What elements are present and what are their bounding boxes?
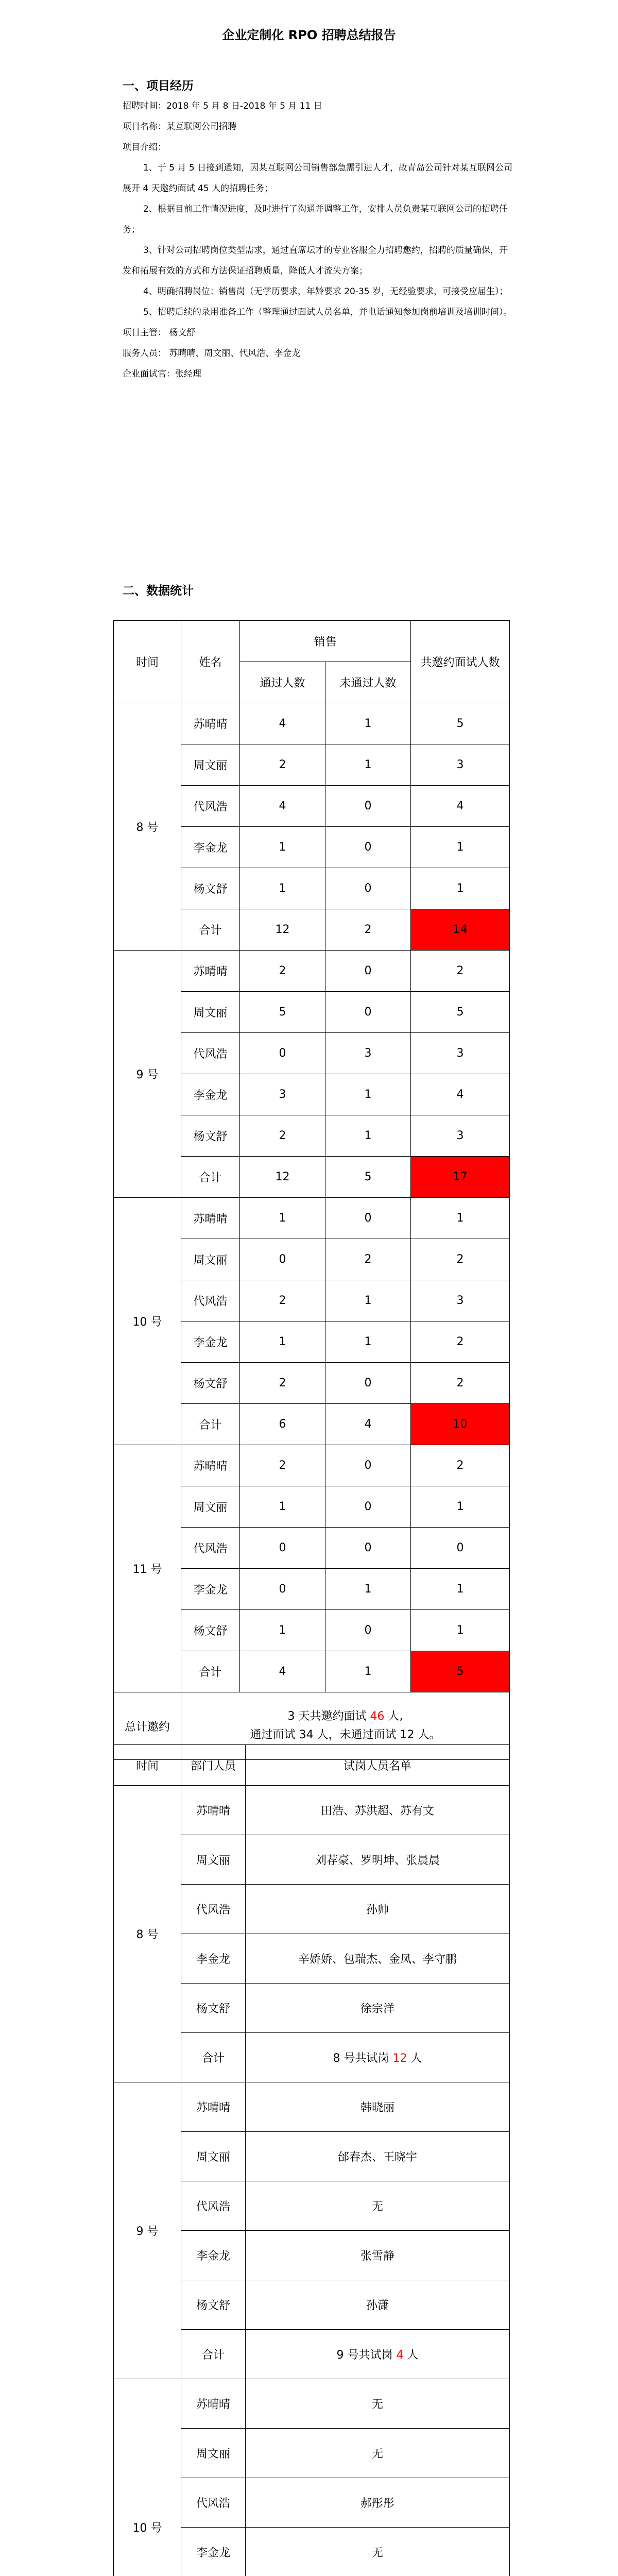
sum-not-passed: 5: [325, 1157, 411, 1198]
invited-total: 3: [411, 1115, 510, 1157]
trial-row: [114, 2082, 510, 2132]
not-passed-count: 0: [325, 786, 411, 827]
trial-body: [114, 1786, 510, 2576]
not-passed-count: 0: [325, 827, 411, 868]
invited-total: 1: [411, 868, 510, 909]
staff-name: 周文丽: [181, 1239, 240, 1280]
passed-count: 2: [240, 1280, 325, 1321]
trial-header-dept: 部门人员: [181, 1745, 246, 1786]
trial-names: 徐宗洋: [246, 1984, 510, 2033]
trial-table: [113, 1744, 510, 2576]
passed-count: 4: [240, 703, 325, 744]
staff-name: 代风浩: [181, 1033, 240, 1074]
passed-count: 1: [240, 827, 325, 868]
not-passed-count: 0: [325, 992, 411, 1033]
header-total: 共邀约面试人数: [411, 621, 510, 703]
trial-header-time: 时间: [114, 1745, 181, 1786]
sum-label: 合计: [181, 1157, 240, 1198]
staff-name: 李金龙: [181, 2528, 246, 2576]
sum-not-passed: 4: [325, 1404, 411, 1445]
sum-total: 5: [411, 1651, 510, 1692]
invited-total: 3: [411, 1280, 510, 1321]
trial-sum-text: [246, 2033, 510, 2082]
staff-name: 代风浩: [181, 786, 240, 827]
staff-name: 李金龙: [181, 827, 240, 868]
staff-name: 杨文舒: [181, 1610, 240, 1651]
staff-name: 杨文舒: [181, 1363, 240, 1404]
intro-item: 3、针对公司招聘岗位类型需求，通过直席坛才的专业客服全力招聘邀约，招聘的质量确保，开发和拓展有效的方式和方法保证招聘质量，降低人才流失方案；: [123, 245, 508, 276]
not-passed-count: 0: [325, 868, 411, 909]
trial-sum-post: 人: [403, 2349, 419, 2362]
staff-name: 李金龙: [181, 1074, 240, 1115]
not-passed-count: 1: [325, 1074, 411, 1115]
trial-names: 张雪静: [246, 2231, 510, 2280]
invited-total: 5: [411, 992, 510, 1033]
passed-count: 1: [240, 1486, 325, 1528]
not-passed-count: 1: [325, 1280, 411, 1321]
passed-count: 1: [240, 1198, 325, 1239]
passed-count: 0: [240, 1239, 325, 1280]
invited-total: 3: [411, 1033, 510, 1074]
trial-names: 辛娇娇、包瑞杰、金凤、李守鹏: [246, 1934, 510, 1984]
day-label: 10 号: [114, 1198, 181, 1445]
project-info: [123, 96, 514, 384]
not-passed-count: 0: [325, 1363, 411, 1404]
passed-count: 4: [240, 786, 325, 827]
grand-invited-count: 46: [370, 1710, 385, 1723]
not-passed-count: 2: [325, 1239, 411, 1280]
staff-name: 苏晴晴: [181, 2082, 246, 2132]
stats-row: [114, 1198, 510, 1239]
invited-total: 2: [411, 1321, 510, 1363]
staff-name: 李金龙: [181, 2231, 246, 2280]
invited-total: 1: [411, 1610, 510, 1651]
passed-count: 3: [240, 1074, 325, 1115]
trial-sum-label: 合计: [181, 2330, 246, 2379]
passed-count: 1: [240, 1321, 325, 1363]
day-label: 8 号: [114, 703, 181, 951]
staff-name: 杨文舒: [181, 1984, 246, 2033]
trial-day-label: 9 号: [114, 2082, 181, 2379]
passed-count: 1: [240, 1610, 325, 1651]
passed-count: 2: [240, 1115, 325, 1157]
not-passed-count: 0: [325, 951, 411, 992]
staff-name: 苏晴晴: [181, 1198, 240, 1239]
invited-total: 2: [411, 951, 510, 992]
trial-sum-pre: 8 号共试岗: [333, 2052, 393, 2065]
not-passed-count: 1: [325, 1115, 411, 1157]
grand-line1-pre: 3 天共邀约面试: [287, 1710, 370, 1723]
stats-row: [114, 1445, 510, 1486]
trial-sum-label: 合计: [181, 2033, 246, 2082]
staff-name: 周文丽: [181, 1486, 240, 1528]
not-passed-count: 0: [325, 1445, 411, 1486]
grand-line2: 通过面试 34 人，未通过面试 12 人。: [250, 1728, 441, 1741]
trial-sum-text: [246, 2330, 510, 2379]
invited-total: 1: [411, 1569, 510, 1610]
staff-name: 代风浩: [181, 2181, 246, 2231]
project-supervisor: 项目主管： 杨文舒: [123, 328, 196, 338]
trial-names: 孙潇: [246, 2280, 510, 2330]
trial-sum-pre: 9 号共试岗: [336, 2349, 397, 2362]
staff-name: 李金龙: [181, 1321, 240, 1363]
trial-names: 田浩、苏洪超、苏有文: [246, 1786, 510, 1835]
invited-total: 1: [411, 1486, 510, 1528]
trial-sum-post: 人: [407, 2052, 422, 2065]
passed-count: 0: [240, 1569, 325, 1610]
passed-count: 1: [240, 868, 325, 909]
header-time: 时间: [114, 621, 181, 703]
intro-label: 项目介绍：: [123, 142, 166, 152]
invited-total: 3: [411, 744, 510, 786]
header-passed: 通过人数: [240, 662, 325, 703]
not-passed-count: 1: [325, 703, 411, 744]
staff-name: 苏晴晴: [181, 2379, 246, 2429]
staff-name: 代风浩: [181, 1528, 240, 1569]
invited-total: 4: [411, 786, 510, 827]
invited-total: 0: [411, 1528, 510, 1569]
trial-row: [114, 1786, 510, 1835]
report-title: 企业定制化 RPO 招聘总结报告: [222, 28, 396, 42]
sum-total: 17: [411, 1157, 510, 1198]
sum-total: 14: [411, 909, 510, 951]
stats-row: [114, 703, 510, 744]
trial-day-label: 10 号: [114, 2379, 181, 2576]
header-name: 姓名: [181, 621, 240, 703]
staff-name: 苏晴晴: [181, 951, 240, 992]
day-label: 9 号: [114, 951, 181, 1198]
staff-name: 周文丽: [181, 2429, 246, 2478]
passed-count: 0: [240, 1033, 325, 1074]
invited-total: 2: [411, 1363, 510, 1404]
staff-name: 杨文舒: [181, 868, 240, 909]
staff-name: 周文丽: [181, 992, 240, 1033]
staff-name: 苏晴晴: [181, 703, 240, 744]
staff-name: 李金龙: [181, 1569, 240, 1610]
client-interviewer: 企业面试官：张经理: [123, 369, 201, 379]
stats-row: [114, 951, 510, 992]
trial-row: [114, 2379, 510, 2429]
section-heading-statistics: 二、数据统计: [123, 584, 194, 598]
trial-names: 无: [246, 2429, 510, 2478]
trial-day-label: 8 号: [114, 1786, 181, 2082]
invited-total: 2: [411, 1239, 510, 1280]
trial-names: 刘荐豪、罗明坤、张晨晨: [246, 1835, 510, 1885]
stats-body: [114, 703, 510, 1692]
not-passed-count: 0: [325, 1528, 411, 1569]
staff-name: 代风浩: [181, 1885, 246, 1934]
trial-names: 无: [246, 2528, 510, 2576]
sum-label: 合计: [181, 909, 240, 951]
invited-total: 1: [411, 1198, 510, 1239]
grand-line1-post: 人,: [384, 1710, 403, 1723]
staff-name: 苏晴晴: [181, 1445, 240, 1486]
sum-label: 合计: [181, 1651, 240, 1692]
invited-total: 5: [411, 703, 510, 744]
sum-not-passed: 2: [325, 909, 411, 951]
trial-names: 无: [246, 2181, 510, 2231]
header-sales: 销售: [240, 621, 411, 662]
intro-item: 1、于 5 月 5 日接到通知，因某互联网公司销售部急需引进人才，故青岛公司针对某互联网公司展开 4 天邀约面试 45 人的招聘任务；: [123, 163, 513, 194]
trial-names: 韩晓丽: [246, 2082, 510, 2132]
staff-name: 杨文舒: [181, 2280, 246, 2330]
sum-label: 合计: [181, 1404, 240, 1445]
passed-count: 2: [240, 1363, 325, 1404]
intro-item: 5、招聘后续的录用准备工作（整理通过面试人员名单，并电话通知参加岗前培训及培训时间）。: [143, 307, 512, 317]
trial-names: 无: [246, 2379, 510, 2429]
invited-total: 2: [411, 1445, 510, 1486]
sum-passed: 6: [240, 1404, 325, 1445]
service-staff: 服务人员： 苏晴晴、周文丽、代风浩、李金龙: [123, 348, 301, 359]
sum-passed: 12: [240, 1157, 325, 1198]
trial-names: 邰春杰、王晓宇: [246, 2132, 510, 2181]
passed-count: 0: [240, 1528, 325, 1569]
not-passed-count: 1: [325, 744, 411, 786]
trial-sum-count: 4: [396, 2349, 404, 2362]
stats-table: [113, 620, 510, 1760]
staff-name: 李金龙: [181, 1934, 246, 1984]
recruit-period: 招聘时间：2018 年 5 月 8 日-2018 年 5 月 11 日: [123, 101, 322, 111]
invited-total: 1: [411, 827, 510, 868]
staff-name: 周文丽: [181, 744, 240, 786]
staff-name: 苏晴晴: [181, 1786, 246, 1835]
grand-total-label: 总计邀约: [114, 1692, 181, 1760]
trial-header-list: 试岗人员名单: [246, 1745, 510, 1786]
sum-passed: 12: [240, 909, 325, 951]
project-name: 项目名称：某互联网公司招聘: [123, 122, 236, 132]
passed-count: 5: [240, 992, 325, 1033]
not-passed-count: 1: [325, 1321, 411, 1363]
staff-name: 代风浩: [181, 1280, 240, 1321]
sum-total: 10: [411, 1404, 510, 1445]
intro-item: 4、明确招聘岗位：销售岗（无学历要求，年龄要求 20-35 岁，无经验要求，可接受应届生）；: [143, 286, 508, 297]
not-passed-count: 1: [325, 1569, 411, 1610]
trial-names: 孙帅: [246, 1885, 510, 1934]
passed-count: 2: [240, 951, 325, 992]
passed-count: 2: [240, 1445, 325, 1486]
staff-name: 周文丽: [181, 2132, 246, 2181]
section-heading-experience: 一、项目经历: [123, 79, 194, 93]
header-not-passed: 未通过人数: [325, 662, 411, 703]
trial-names: 郝彤彤: [246, 2478, 510, 2528]
sum-passed: 4: [240, 1651, 325, 1692]
staff-name: 周文丽: [181, 1835, 246, 1885]
trial-sum-count: 12: [392, 2052, 407, 2065]
not-passed-count: 3: [325, 1033, 411, 1074]
not-passed-count: 0: [325, 1610, 411, 1651]
not-passed-count: 0: [325, 1198, 411, 1239]
staff-name: 杨文舒: [181, 1115, 240, 1157]
not-passed-count: 0: [325, 1486, 411, 1528]
staff-name: 代风浩: [181, 2478, 246, 2528]
day-label: 11 号: [114, 1445, 181, 1692]
intro-item: 2、根据目前工作情况进度，及时进行了沟通并调整工作，安排人员负责某互联网公司的招聘任务；: [123, 204, 508, 235]
invited-total: 4: [411, 1074, 510, 1115]
sum-not-passed: 1: [325, 1651, 411, 1692]
passed-count: 2: [240, 744, 325, 786]
